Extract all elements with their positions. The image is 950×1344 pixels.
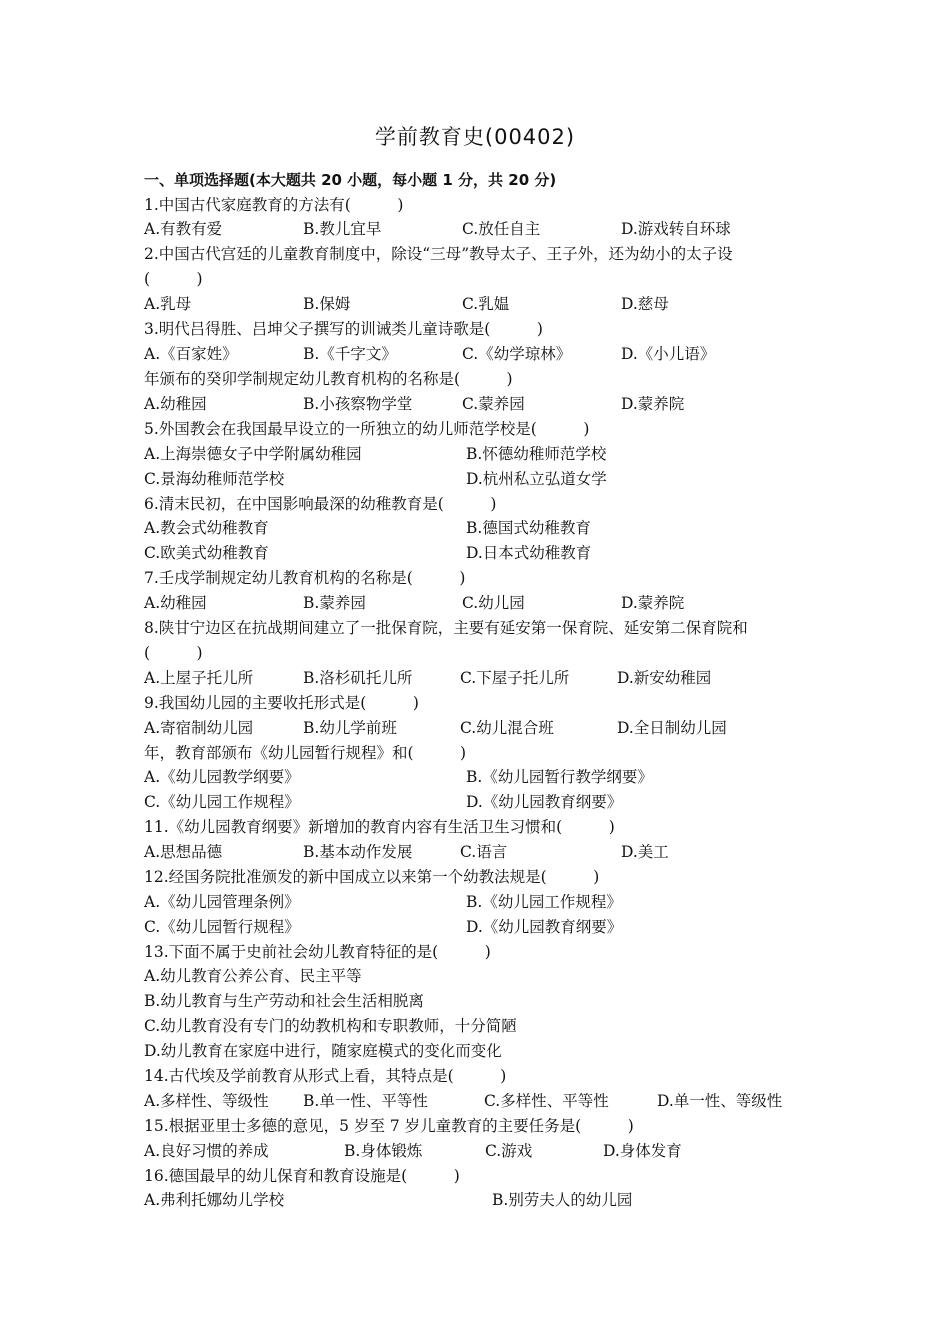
option: A.多样性、等级性 (144, 1092, 269, 1110)
option: D.慈母 (621, 295, 669, 313)
option: B.怀德幼稚师范学校 (466, 445, 607, 463)
option: D.《幼儿园教育纲要》 (466, 793, 623, 811)
option: A.乳母 (144, 295, 192, 313)
option: A.良好习惯的养成 (144, 1142, 269, 1160)
option: D.游戏转自环球 (621, 220, 731, 238)
option: A.幼稚园 (144, 594, 207, 612)
question-stem: 3.明代吕得胜、吕坤父子撰写的训诫类儿童诗歌是( ) (144, 320, 543, 338)
option: B.德国式幼稚教育 (466, 519, 591, 537)
option: D.蒙养院 (621, 594, 685, 612)
question-stem: 14.古代埃及学前教育从形式上看，其特点是( ) (144, 1067, 507, 1085)
option: C.语言 (460, 843, 508, 861)
option: B.蒙养园 (303, 594, 366, 612)
option: B.小孩察物学堂 (303, 395, 413, 413)
option: D.《幼儿园教育纲要》 (466, 918, 623, 936)
question-stem-continued: ( ) (144, 270, 203, 288)
option: A.上屋子托儿所 (144, 669, 254, 687)
option: C.蒙养园 (462, 395, 525, 413)
question-stem-continued: ( ) (144, 644, 203, 662)
option: A.幼稚园 (144, 395, 207, 413)
section-heading: 一、单项选择题(本大题共 20 小题，每小题 1 分，共 20 分) (144, 171, 557, 189)
option: D.蒙养院 (621, 395, 685, 413)
option: B.洛杉矶托儿所 (303, 669, 413, 687)
question-stem: 年颁布的癸卯学制规定幼儿教育机构的名称是( ) (144, 370, 513, 388)
question-stem: 15.根据亚里士多德的意见，5 岁至 7 岁儿童教育的主要任务是( ) (144, 1117, 634, 1135)
option: A.《幼儿园管理条例》 (144, 893, 300, 911)
option: B.保姆 (303, 295, 351, 313)
option: A.幼儿教育公养公育、民主平等 (144, 967, 362, 985)
option: D.杭州私立弘道女学 (466, 470, 607, 488)
option: B.身体锻炼 (344, 1142, 423, 1160)
option: A.弗利托娜幼儿学校 (144, 1191, 285, 1209)
option: A.有教有爱 (144, 220, 223, 238)
option: A.思想品德 (144, 843, 223, 861)
option: B.教儿宜早 (303, 220, 382, 238)
option: D.美工 (621, 843, 669, 861)
option: C.幼儿混合班 (460, 719, 554, 737)
question-stem: 7.壬戌学制规定幼儿教育机构的名称是( ) (144, 569, 466, 587)
question-stem: 1.中国古代家庭教育的方法有( ) (144, 196, 404, 214)
question-stem: 16.德国最早的幼儿保育和教育设施是( ) (144, 1167, 460, 1185)
option: D.单一性、等级性 (657, 1092, 783, 1110)
question-stem: 5.外国教会在我国最早设立的一所独立的幼儿师范学校是( ) (144, 420, 590, 438)
option: C.景海幼稚师范学校 (144, 470, 285, 488)
question-stem: 13.下面不属于史前社会幼儿教育特征的是( ) (144, 943, 491, 961)
option: B.《幼儿园暂行教学纲要》 (466, 768, 653, 786)
option: C.幼儿园 (462, 594, 525, 612)
question-stem: 6.清末民初，在中国影响最深的幼稚教育是( ) (144, 495, 497, 513)
option: C.多样性、平等性 (484, 1092, 609, 1110)
option: C.《幼儿园暂行规程》 (144, 918, 300, 936)
option: D.新安幼稚园 (617, 669, 712, 687)
option: D.《小儿语》 (621, 345, 716, 363)
option: C.《幼学琼林》 (462, 345, 572, 363)
option: B.《千字文》 (303, 345, 397, 363)
option: C.《幼儿园工作规程》 (144, 793, 300, 811)
option: C.放任自主 (462, 220, 541, 238)
option: A.上海崇德女子中学附属幼稚园 (144, 445, 362, 463)
option: D.身体发育 (603, 1142, 682, 1160)
option: C.幼儿教育没有专门的幼教机构和专职教师，十分简陋 (144, 1017, 517, 1035)
option: D.全日制幼儿园 (617, 719, 727, 737)
question-stem: 9.我国幼儿园的主要收托形式是( ) (144, 694, 419, 712)
option: B.别劳夫人的幼儿园 (492, 1191, 633, 1209)
option: A.寄宿制幼儿园 (144, 719, 254, 737)
option: C.下屋子托儿所 (460, 669, 570, 687)
option: B.基本动作发展 (303, 843, 413, 861)
option: B.幼儿学前班 (303, 719, 397, 737)
option: B.幼儿教育与生产劳动和社会生活相脱离 (144, 992, 424, 1010)
question-stem: 年，教育部颁布《幼儿园暂行规程》和( ) (144, 744, 467, 762)
option: C.游戏 (485, 1142, 533, 1160)
question-stem: 8.陕甘宁边区在抗战期间建立了一批保育院，主要有延安第一保育院、延安第二保育院和 (144, 619, 748, 637)
option: A.教会式幼稚教育 (144, 519, 269, 537)
option: B.单一性、平等性 (303, 1092, 428, 1110)
option: C.欧美式幼稚教育 (144, 544, 269, 562)
option: B.《幼儿园工作规程》 (466, 893, 622, 911)
option: C.乳媪 (462, 295, 510, 313)
option: A.《幼儿园教学纲要》 (144, 768, 300, 786)
option: D.幼儿教育在家庭中进行，随家庭模式的变化而变化 (144, 1042, 502, 1060)
option: D.日本式幼稚教育 (466, 544, 592, 562)
question-stem: 12.经国务院批准颁发的新中国成立以来第一个幼教法规是( ) (144, 868, 600, 886)
page-title: 学前教育史(00402) (374, 125, 576, 149)
question-stem: 11.《幼儿园教育纲要》新增加的教育内容有生活卫生习惯和( ) (144, 818, 615, 836)
question-stem: 2.中国古代宫廷的儿童教育制度中，除设“三母”教导太子、王子外，还为幼小的太子设 (144, 245, 733, 263)
option: A.《百家姓》 (144, 345, 238, 363)
